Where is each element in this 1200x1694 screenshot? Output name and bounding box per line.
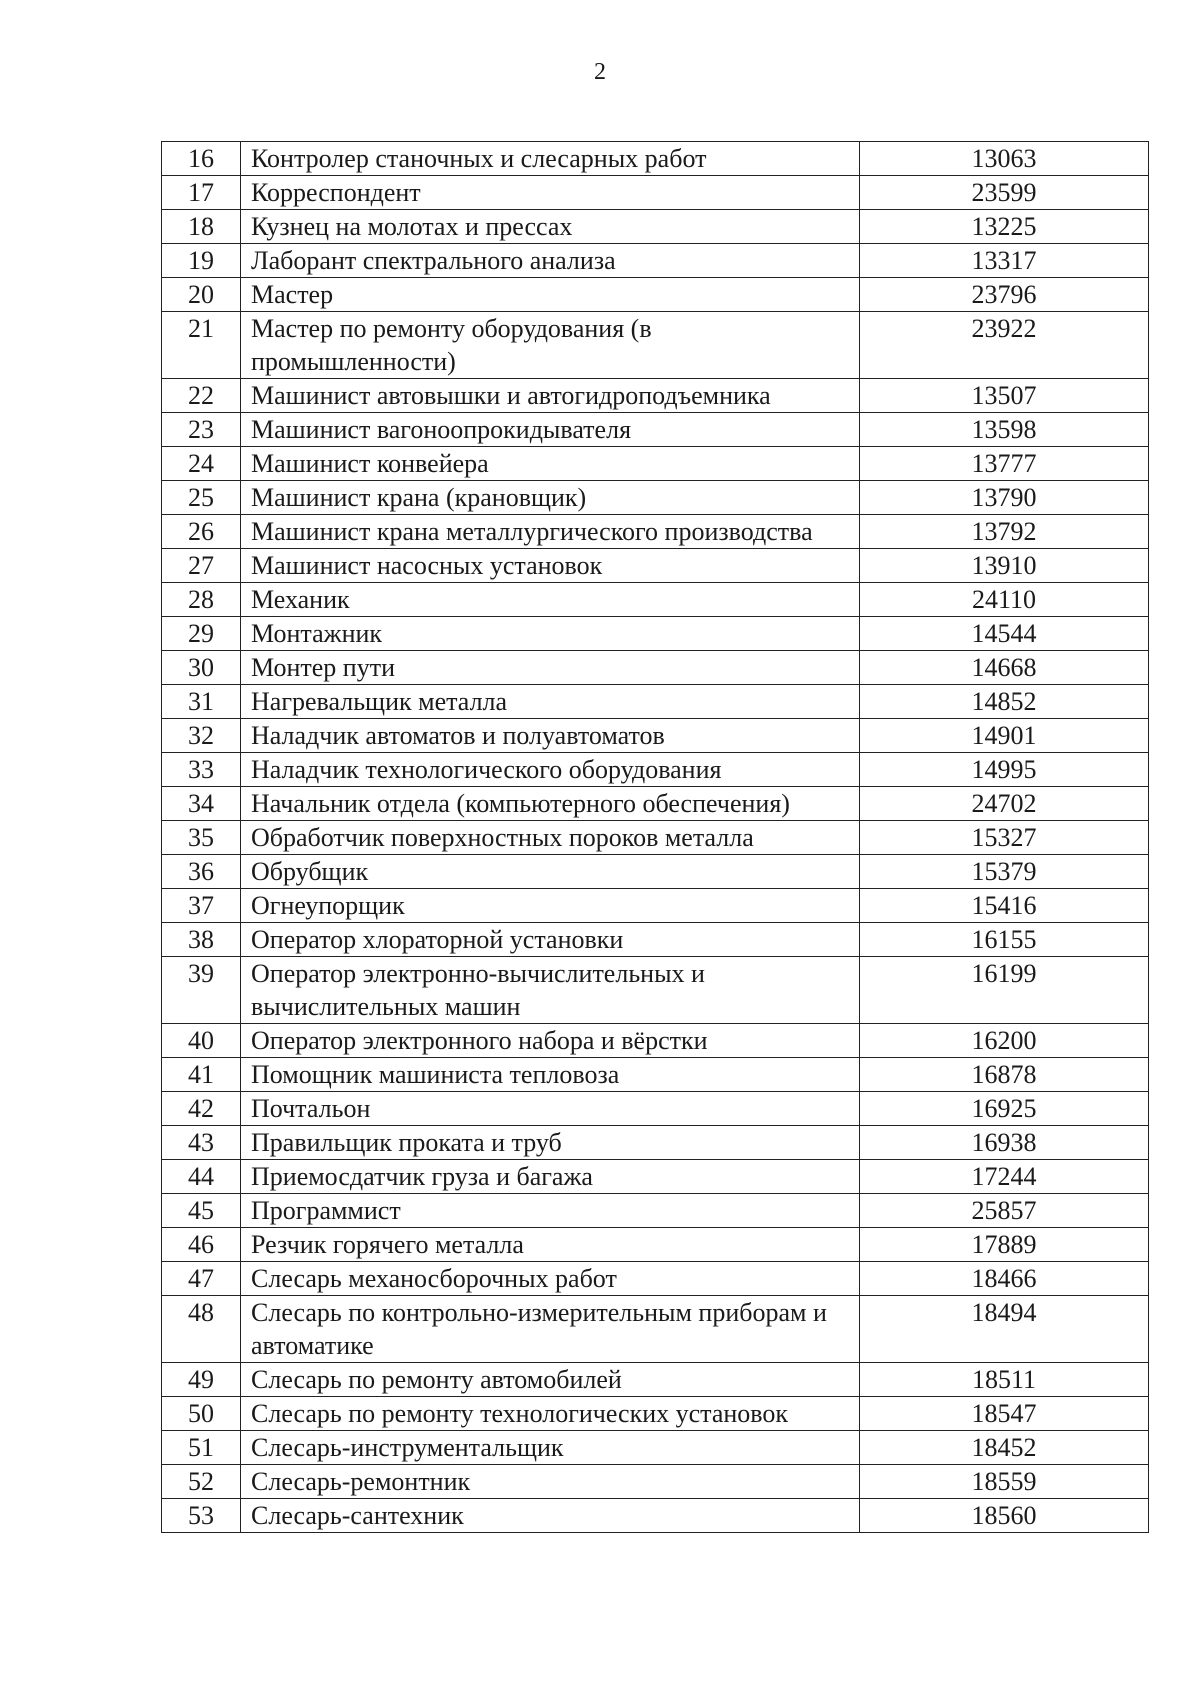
profession-code: 13507 [860, 379, 1149, 413]
profession-code: 23796 [860, 278, 1149, 312]
row-number: 52 [162, 1465, 241, 1499]
table-row [162, 481, 1149, 515]
table-row [162, 1363, 1149, 1397]
row-number: 19 [162, 244, 241, 278]
profession-name: Машинист вагоноопрокидывателя [241, 413, 860, 447]
table-row [162, 1262, 1149, 1296]
row-number: 37 [162, 889, 241, 923]
profession-name: Машинист автовышки и автогидроподъемника [241, 379, 860, 413]
row-number: 16 [162, 142, 241, 176]
profession-name: Почтальон [241, 1092, 860, 1126]
profession-name: Наладчик автоматов и полуавтоматов [241, 719, 860, 753]
profession-code: 14544 [860, 617, 1149, 651]
table-row [162, 278, 1149, 312]
profession-name: Монтажник [241, 617, 860, 651]
profession-code: 16938 [860, 1126, 1149, 1160]
profession-name: Кузнец на молотах и прессах [241, 210, 860, 244]
row-number: 35 [162, 821, 241, 855]
profession-code: 18559 [860, 1465, 1149, 1499]
profession-code: 16925 [860, 1092, 1149, 1126]
row-number: 39 [162, 957, 241, 1024]
row-number: 51 [162, 1431, 241, 1465]
profession-name: Оператор хлораторной установки [241, 923, 860, 957]
table-row [162, 753, 1149, 787]
profession-name: Нагревальщик металла [241, 685, 860, 719]
row-number: 41 [162, 1058, 241, 1092]
page-number: 2 [594, 59, 606, 85]
table-row [162, 1296, 1149, 1363]
row-number: 32 [162, 719, 241, 753]
table-row [162, 1058, 1149, 1092]
row-number: 53 [162, 1499, 241, 1533]
profession-code: 16199 [860, 957, 1149, 1024]
profession-name: Монтер пути [241, 651, 860, 685]
profession-code: 13317 [860, 244, 1149, 278]
profession-name: Слесарь-сантехник [241, 1499, 860, 1533]
row-number: 28 [162, 583, 241, 617]
profession-code: 13792 [860, 515, 1149, 549]
profession-code: 14668 [860, 651, 1149, 685]
profession-code: 14852 [860, 685, 1149, 719]
row-number: 45 [162, 1194, 241, 1228]
profession-name: Слесарь по ремонту автомобилей [241, 1363, 860, 1397]
profession-code: 18547 [860, 1397, 1149, 1431]
row-number: 36 [162, 855, 241, 889]
table-row [162, 176, 1149, 210]
row-number: 24 [162, 447, 241, 481]
table-row [162, 583, 1149, 617]
table-row [162, 379, 1149, 413]
profession-code: 13790 [860, 481, 1149, 515]
row-number: 18 [162, 210, 241, 244]
table-row [162, 210, 1149, 244]
profession-code: 13063 [860, 142, 1149, 176]
table-row [162, 1126, 1149, 1160]
profession-name: Обрубщик [241, 855, 860, 889]
profession-name: Приемосдатчик груза и багажа [241, 1160, 860, 1194]
profession-code: 16200 [860, 1024, 1149, 1058]
table-row [162, 413, 1149, 447]
table-row [162, 142, 1149, 176]
profession-code: 14995 [860, 753, 1149, 787]
profession-name: Механик [241, 583, 860, 617]
row-number: 20 [162, 278, 241, 312]
table-row [162, 923, 1149, 957]
table-row [162, 651, 1149, 685]
profession-name: Резчик горячего металла [241, 1228, 860, 1262]
professions-table [161, 141, 1149, 1533]
row-number: 25 [162, 481, 241, 515]
row-number: 22 [162, 379, 241, 413]
table-row [162, 515, 1149, 549]
table-row [162, 617, 1149, 651]
profession-name: Начальник отдела (компьютерного обеспечения) [241, 787, 860, 821]
profession-name: Огнеупорщик [241, 889, 860, 923]
professions-table-body [162, 142, 1149, 1533]
table-row [162, 821, 1149, 855]
profession-code: 18560 [860, 1499, 1149, 1533]
profession-name: Обработчик поверхностных пороков металла [241, 821, 860, 855]
profession-name: Оператор электронного набора и вёрстки [241, 1024, 860, 1058]
profession-name: Слесарь механосборочных работ [241, 1262, 860, 1296]
table-row [162, 719, 1149, 753]
profession-code: 18511 [860, 1363, 1149, 1397]
table-row [162, 1499, 1149, 1533]
profession-name: Мастер по ремонту оборудования (в промышленности) [241, 312, 860, 379]
row-number: 23 [162, 413, 241, 447]
row-number: 49 [162, 1363, 241, 1397]
profession-code: 18466 [860, 1262, 1149, 1296]
row-number: 30 [162, 651, 241, 685]
profession-name: Слесарь-ремонтник [241, 1465, 860, 1499]
profession-code: 18494 [860, 1296, 1149, 1363]
profession-name: Корреспондент [241, 176, 860, 210]
profession-code: 13225 [860, 210, 1149, 244]
profession-code: 24110 [860, 583, 1149, 617]
table-row [162, 787, 1149, 821]
table-row [162, 1465, 1149, 1499]
profession-name: Слесарь по ремонту технологических установок [241, 1397, 860, 1431]
row-number: 38 [162, 923, 241, 957]
table-row [162, 1024, 1149, 1058]
table-row [162, 1194, 1149, 1228]
profession-name: Контролер станочных и слесарных работ [241, 142, 860, 176]
row-number: 17 [162, 176, 241, 210]
profession-name: Оператор электронно-вычислительных и вычислительных машин [241, 957, 860, 1024]
row-number: 47 [162, 1262, 241, 1296]
table-row [162, 1092, 1149, 1126]
profession-name: Лаборант спектрального анализа [241, 244, 860, 278]
row-number: 33 [162, 753, 241, 787]
profession-name: Правильщик проката и труб [241, 1126, 860, 1160]
profession-name: Машинист конвейера [241, 447, 860, 481]
profession-name: Машинист крана (крановщик) [241, 481, 860, 515]
profession-name: Машинист крана металлургического производства [241, 515, 860, 549]
table-row [162, 1228, 1149, 1262]
profession-code: 17889 [860, 1228, 1149, 1262]
row-number: 21 [162, 312, 241, 379]
profession-code: 23599 [860, 176, 1149, 210]
profession-name: Слесарь-инструментальщик [241, 1431, 860, 1465]
profession-code: 23922 [860, 312, 1149, 379]
table-row [162, 685, 1149, 719]
table-row [162, 447, 1149, 481]
table-row [162, 1160, 1149, 1194]
row-number: 44 [162, 1160, 241, 1194]
profession-code: 15379 [860, 855, 1149, 889]
table-row [162, 1431, 1149, 1465]
profession-code: 15327 [860, 821, 1149, 855]
profession-code: 13910 [860, 549, 1149, 583]
row-number: 27 [162, 549, 241, 583]
table-row [162, 549, 1149, 583]
profession-code: 16878 [860, 1058, 1149, 1092]
profession-code: 17244 [860, 1160, 1149, 1194]
profession-code: 13598 [860, 413, 1149, 447]
profession-name: Машинист насосных установок [241, 549, 860, 583]
table-row [162, 855, 1149, 889]
row-number: 34 [162, 787, 241, 821]
profession-name: Слесарь по контрольно-измерительным приборам и автоматике [241, 1296, 860, 1363]
profession-name: Мастер [241, 278, 860, 312]
profession-name: Помощник машиниста тепловоза [241, 1058, 860, 1092]
table-row [162, 244, 1149, 278]
profession-name: Наладчик технологического оборудования [241, 753, 860, 787]
table-row [162, 1397, 1149, 1431]
profession-code: 24702 [860, 787, 1149, 821]
table-row [162, 889, 1149, 923]
row-number: 26 [162, 515, 241, 549]
profession-code: 13777 [860, 447, 1149, 481]
profession-code: 14901 [860, 719, 1149, 753]
profession-code: 18452 [860, 1431, 1149, 1465]
row-number: 40 [162, 1024, 241, 1058]
profession-code: 25857 [860, 1194, 1149, 1228]
table-row [162, 957, 1149, 1024]
row-number: 43 [162, 1126, 241, 1160]
row-number: 29 [162, 617, 241, 651]
row-number: 42 [162, 1092, 241, 1126]
profession-code: 15416 [860, 889, 1149, 923]
row-number: 46 [162, 1228, 241, 1262]
profession-name: Программист [241, 1194, 860, 1228]
table-row [162, 312, 1149, 379]
row-number: 48 [162, 1296, 241, 1363]
row-number: 31 [162, 685, 241, 719]
row-number: 50 [162, 1397, 241, 1431]
profession-code: 16155 [860, 923, 1149, 957]
